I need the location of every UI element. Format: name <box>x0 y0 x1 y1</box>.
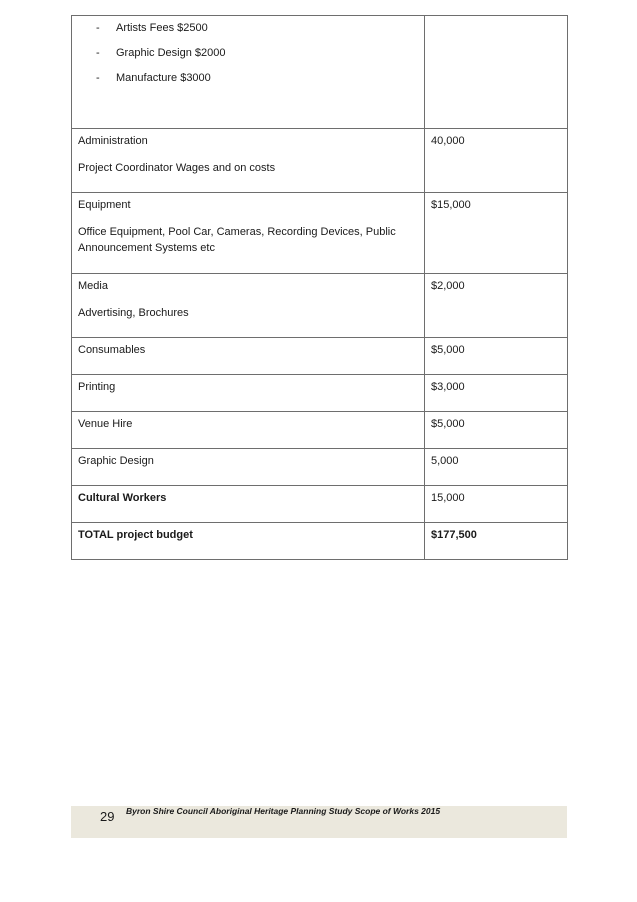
total-label: TOTAL project budget <box>72 523 425 560</box>
bullet-dash: - <box>96 47 100 59</box>
amount-cell: 5,000 <box>425 449 568 486</box>
item-label: Equipment <box>78 199 131 211</box>
cost-breakdown-list <box>78 20 418 86</box>
list-item-text: Graphic Design $2000 <box>116 47 226 59</box>
item-detail: Advertising, Brochures <box>78 307 189 319</box>
table-row <box>72 338 568 375</box>
list-item-text: Manufacture $3000 <box>116 72 211 84</box>
bullet-dash: - <box>96 72 100 84</box>
amount-cell: 15,000 <box>425 486 568 523</box>
amount-cell <box>425 16 568 129</box>
item-label: Media <box>78 280 108 292</box>
item-cell <box>72 129 425 193</box>
table-row <box>72 412 568 449</box>
total-amount: $177,500 <box>425 523 568 560</box>
amount-cell: $15,000 <box>425 193 568 274</box>
budget-table <box>71 15 568 560</box>
list-item <box>78 70 418 86</box>
footer-title: Byron Shire Council Aboriginal Heritage Planning Study Scope of Works 2015 <box>126 806 441 816</box>
table-row <box>72 486 568 523</box>
bullet-dash: - <box>96 22 100 34</box>
amount-cell: 40,000 <box>425 129 568 193</box>
table-row <box>72 129 568 193</box>
table-row <box>72 375 568 412</box>
item-cell <box>72 16 425 129</box>
item-cell <box>72 193 425 274</box>
item-label: Printing <box>72 375 425 412</box>
page-number: 29 <box>100 809 115 824</box>
item-label: Administration <box>78 135 148 147</box>
item-label: Graphic Design <box>72 449 425 486</box>
table-row <box>72 449 568 486</box>
item-cell <box>72 274 425 338</box>
amount-cell: $5,000 <box>425 412 568 449</box>
list-item-text: Artists Fees $2500 <box>116 22 208 34</box>
table-row <box>72 274 568 338</box>
list-item <box>78 20 418 36</box>
amount-cell: $3,000 <box>425 375 568 412</box>
page-footer <box>71 806 567 838</box>
item-label: Consumables <box>72 338 425 375</box>
item-label: Cultural Workers <box>72 486 425 523</box>
amount-cell: $2,000 <box>425 274 568 338</box>
list-item <box>78 45 418 61</box>
table-row <box>72 193 568 274</box>
item-detail: Office Equipment, Pool Car, Cameras, Recording Devices, Public Announcement Systems etc <box>78 226 396 254</box>
table-row <box>72 16 568 129</box>
amount-cell: $5,000 <box>425 338 568 375</box>
item-label: Venue Hire <box>72 412 425 449</box>
item-detail: Project Coordinator Wages and on costs <box>78 162 276 174</box>
total-row <box>72 523 568 560</box>
